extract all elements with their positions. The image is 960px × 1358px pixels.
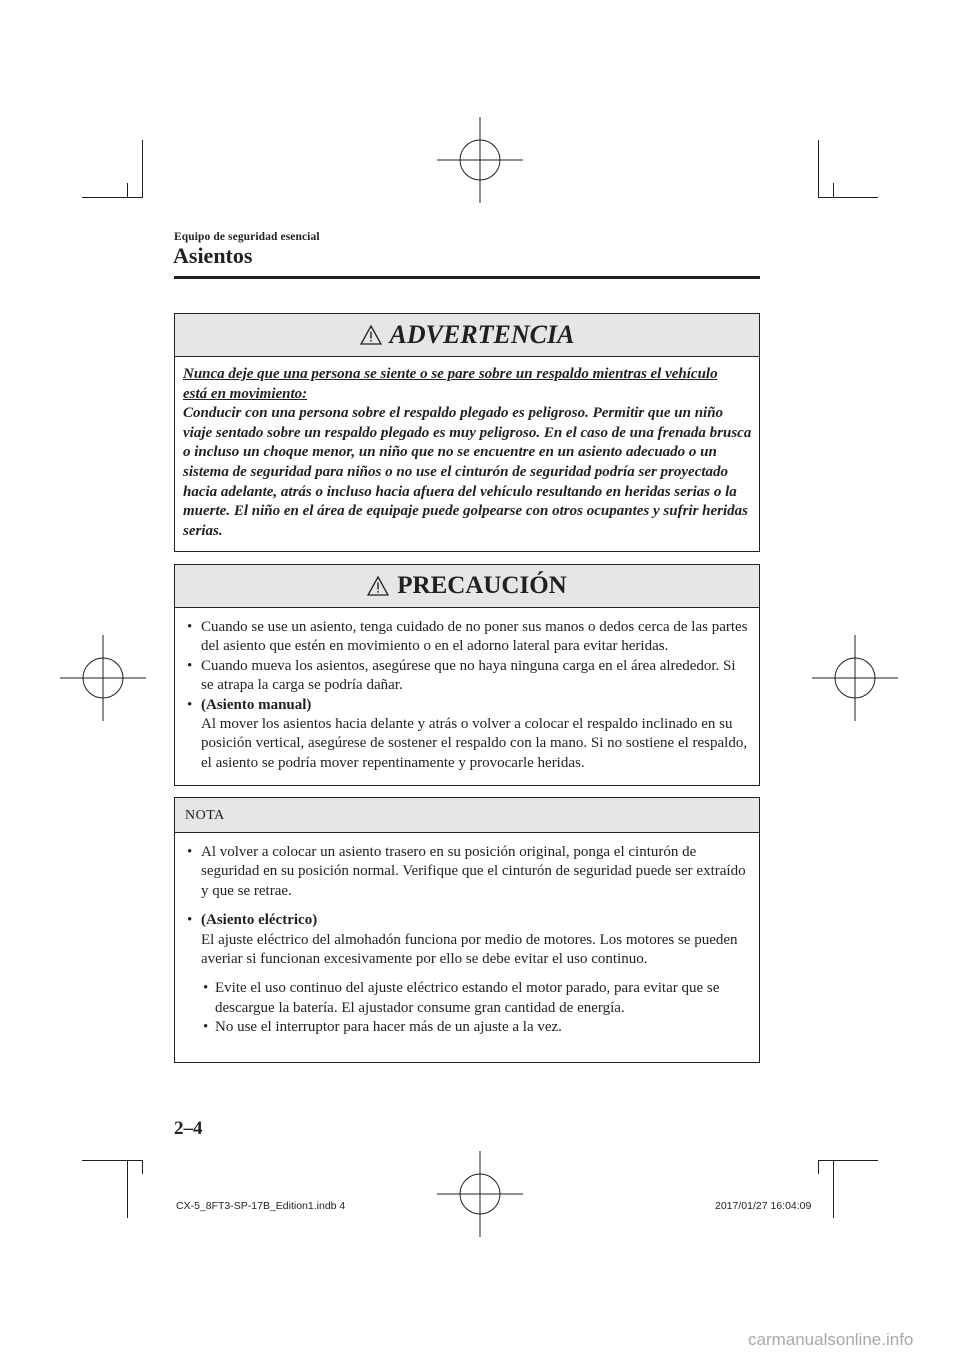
note-body — [175, 833, 759, 1062]
page-title: Asientos — [173, 243, 253, 268]
list-item-heading: (Asiento eléctrico) — [201, 912, 318, 929]
list-item: • Al volver a colocar un asiento trasero en su posición original, ponga el cinturón de seguridad en su posición normal. Verifique que el cinturón de seguridad puede ser extraído y que se retrae. — [187, 844, 746, 899]
note-box — [174, 797, 760, 1063]
title-rule — [174, 276, 760, 279]
note-sublist — [175, 979, 749, 1037]
crop-mark — [142, 140, 143, 198]
footer-timestamp: 2017/01/27 16:04:09 — [715, 1200, 812, 1212]
bullet: • — [187, 657, 193, 674]
warning-text: Conducir con una persona sobre el respaldo plegado es peligroso. Permitir que un niño viaje sentado sobre un respaldo plegado es muy peligroso. En el caso de una frenada brusca o incluso un choque menor, un niño que no se encuentre en un asiento adecuado o un sistema de seguridad para niños o no use el cinturón de seguridad podría ser proyectado hacia adelante, atrás o incluso hacia afuera del vehículo resultando en heridas serias o la muerte. El niño en el área de equipaje puede golpearse con otros ocupantes y sufrir heridas serias. — [183, 405, 752, 539]
sub-list-item: • No use el interruptor para hacer más de un ajuste a la vez. — [175, 1018, 749, 1037]
list-item: • Cuando se use un asiento, tenga cuidado de no poner sus manos o dedos cerca de las partes del asiento que estén en movimiento o en el adorno lateral para evitar heridas. — [187, 619, 748, 655]
bullet: • — [203, 980, 209, 997]
crop-mark — [82, 197, 143, 198]
bullet: • — [187, 912, 193, 929]
warning-body — [175, 357, 759, 551]
crop-mark — [833, 183, 834, 197]
caution-box — [174, 564, 760, 786]
bullet: • — [187, 696, 193, 713]
warning-header — [175, 314, 759, 357]
warning-triangle-icon — [360, 325, 382, 345]
registration-mark-icon — [60, 635, 146, 721]
list-item: • (Asiento eléctrico) El ajuste eléctrico del almohadón funciona por medio de motores. Los motores se pueden averiar si funcionan excesivamente por ello se debe evitar el uso continuo. • Evite el uso continuo del ajuste eléctrico estando el motor parado, para evitar que se descargue la batería. El ajustador consume gran cantidad de energía. • No use el interruptor para hacer más de un ajuste a la vez. — [175, 911, 749, 1037]
page-number: 2–4 — [174, 1118, 203, 1139]
registration-mark-icon — [437, 117, 523, 203]
bullet: • — [187, 844, 193, 860]
crop-mark — [818, 1160, 878, 1161]
crop-mark — [127, 1160, 128, 1218]
warning-title: ADVERTENCIA — [389, 320, 575, 349]
registration-mark-icon — [812, 635, 898, 721]
list-item: • Cuando mueva los asientos, asegúrese que no haya ninguna carga en el área alrededor. Si se atrapa la carga se podría dañar. — [187, 657, 736, 694]
section-label: Equipo de seguridad esencial — [174, 231, 320, 243]
caution-list — [175, 618, 749, 773]
list-item: • (Asiento manual) Al mover los asientos hacia delante y atrás o volver a colocar el respaldo inclinado en su posición vertical, asegúrese de sostener el respaldo con la mano. Si no sostiene el respaldo, el asiento se podría mover repentinamente y provocarle heridas. — [187, 696, 748, 771]
crop-mark — [142, 1160, 143, 1174]
list-item-heading: (Asiento manual) — [201, 696, 312, 713]
warning-lead: Nunca deje que una persona se siente o se pare sobre un respaldo mientras el vehículo — [183, 366, 718, 382]
crop-mark — [818, 1160, 819, 1174]
note-label: NOTA — [185, 808, 225, 823]
caution-body — [175, 608, 759, 785]
warning-triangle-icon — [367, 576, 389, 596]
registration-mark-icon — [437, 1151, 523, 1237]
bullet: • — [203, 1019, 209, 1036]
footer-file: CX-5_8FT3-SP-17B_Edition1.indb 4 — [176, 1200, 346, 1212]
sub-list-item: • Evite el uso continuo del ajuste eléctrico estando el motor parado, para evitar que se descargue la batería. El ajustador consume gran cantidad de energía. — [203, 980, 720, 1016]
crop-mark — [127, 183, 128, 197]
note-header — [175, 798, 759, 833]
caution-title: PRECAUCIÓN — [397, 572, 567, 599]
warning-lead-end: está en movimiento: — [183, 385, 308, 402]
crop-mark — [833, 1160, 834, 1218]
note-list — [175, 843, 749, 1038]
watermark: carmanualsonline.info — [748, 1330, 914, 1349]
crop-mark — [818, 140, 819, 198]
crop-mark — [82, 1160, 143, 1161]
warning-box — [174, 313, 760, 552]
bullet: • — [187, 619, 193, 635]
caution-header — [175, 565, 759, 608]
crop-mark — [818, 197, 878, 198]
